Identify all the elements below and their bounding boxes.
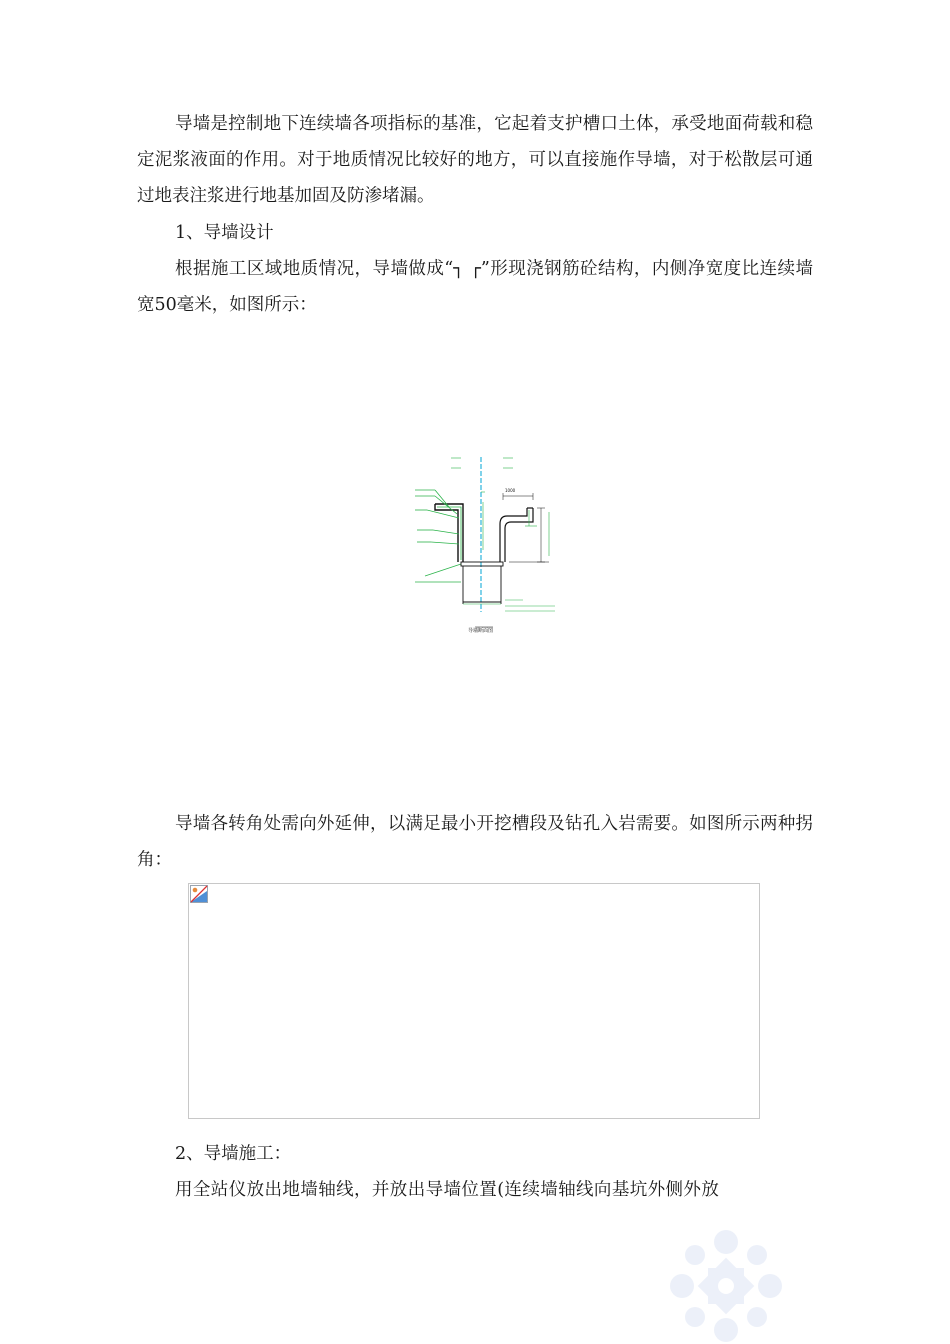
- figure-caption: 导墙断面图: [468, 628, 494, 634]
- right-guide-wall: [500, 508, 533, 562]
- section-heading-design: 1、导墙设计: [175, 223, 274, 243]
- design-paragraph-start: 根据施工区域地质情况，导墙做成“: [175, 259, 454, 279]
- construction-paragraph: 用全站仪放出地墙轴线，并放出导墙位置(连续墙轴线向基坑外侧外放: [175, 1180, 720, 1200]
- design-paragraph: [137, 251, 813, 323]
- bottom-slab: [461, 562, 503, 604]
- right-dim-green: [525, 510, 549, 556]
- right-dimensions: [503, 493, 549, 562]
- corner-paragraph: 导墙各转角处需向外延伸，以满足最小开挖槽段及钻孔入岩需要。如图所示两种拐角：: [137, 814, 813, 870]
- snowflake-watermark-icon: [668, 1228, 784, 1344]
- corner-diagram-placeholder: [188, 883, 760, 1119]
- broken-image-icon: [190, 885, 208, 903]
- intro-paragraph: 导墙是控制地下连续墙各项指标的基准，它起着支护槽口土体，承受地面荷载和稳定泥浆液面的作用。对于地质情况比较好的地方，可以直接施作导墙，对于松散层可通过地表注浆进行地基加固及防渗堵漏。: [137, 114, 813, 206]
- design-paragraph-end: ”形现浇钢筋砼结构，内侧净宽度比连续墙宽50毫米，如图所示：: [137, 259, 813, 315]
- dimension-top-label: 1000: [505, 488, 516, 493]
- bracket-shape-glyph: ┐ ┌: [453, 259, 481, 279]
- guide-wall-section-drawing: [405, 452, 585, 642]
- section-heading-construction: 2、导墙施工：: [175, 1144, 292, 1164]
- header-marks: [451, 458, 513, 468]
